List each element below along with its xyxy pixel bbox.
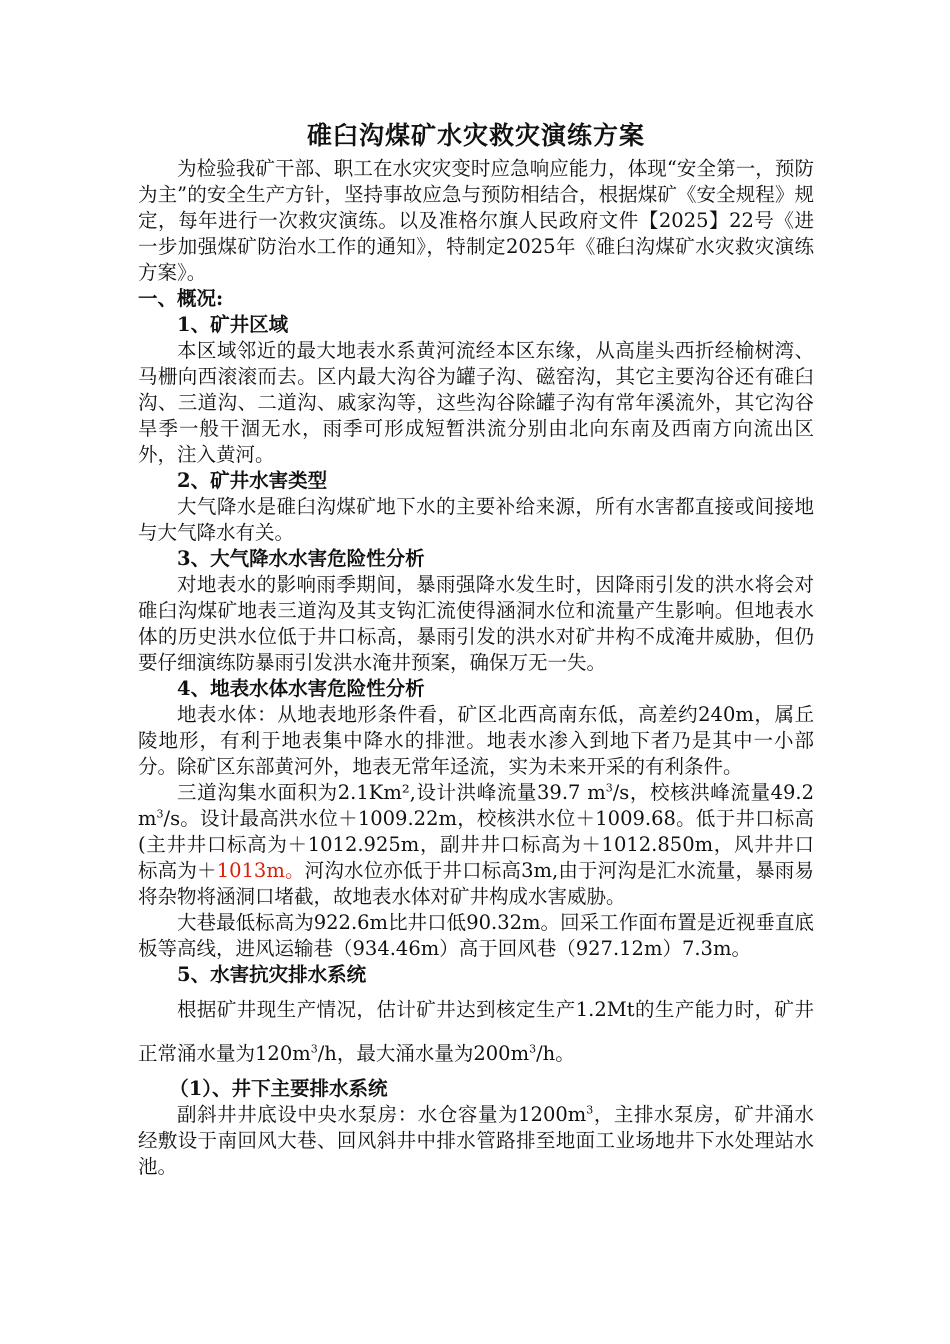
paragraph-water-inflow: 根据矿井现生产情况，估计矿井达到核定生产1.2Mt的生产能力时，矿井正常涌水量为$120m^3/h$，最大涌水量为$200m^3/h$。 bbox=[138, 998, 814, 1065]
heading-drainage-system: 5、水害抗灾排水系统 bbox=[177, 963, 367, 986]
paragraph-roadway-elevation: 大巷最低标高为922.6m比井口低90.32m。回采工作面布置是近视垂直底板等高线，进风运输巷（934.46m）高于回风巷（927.12m）7.3m。 bbox=[138, 911, 814, 960]
highlighted-elevation: 1013m。 bbox=[216, 859, 305, 882]
section-heading-overview: 一、概况: bbox=[138, 287, 224, 310]
intro-paragraph: 为检验我矿干部、职工在水灾灾变时应急响应能力，体现“安全第一，预防为主”的安全生产方针，坚持事故应急与预防相结合，根据煤矿《安全规程》规定，每年进行一次救灾演练。以及准格尔旗人民政府文件【2025】22号《进一步加强煤矿防治水工作的通知》，特制定2025年《碓臼沟煤矿水灾救灾演练方案》。 bbox=[138, 157, 814, 284]
paragraph-mine-area: 本区域邻近的最大地表水系黄河流经本区东缘，从高崖头西折经榆树湾、马栅向西滚滚而去。区内最大沟谷为罐子沟、磁窑沟，其它主要沟谷还有碓臼沟、三道沟、二道沟、戚家沟等，这些沟谷除罐子沟有常年溪流外，其它沟谷旱季一般干涸无水，雨季可形成短暂洪流分别由北向东南及西南方向流出区外，注入黄河。 bbox=[138, 339, 814, 466]
paragraph-underground-drainage: 副斜井井底设中央水泵房：水仓容量为$1200m^3$，主排水泵房，矿井涌水经敷设于南回风大巷、回风斜井中排水管路排至地面工业场地井下水处理站水池。 bbox=[138, 1103, 814, 1178]
paragraph-precipitation-risk: 对地表水的影响雨季期间，暴雨强降水发生时，因降雨引发的洪水将会对碓臼沟煤矿地表三道沟及其支钩汇流使得涵洞水位和流量产生影响。但地表水体的历史洪水位低于井口标高，暴雨引发的洪水对矿井构不成淹井威胁，但仍要仔细演练防暴雨引发洪水淹井预案，确保万无一失。 bbox=[138, 573, 814, 674]
paragraph-surface-water-risk: 地表水体：从地表地形条件看，矿区北西高南东低，高差约240m，属丘陵地形，有利于地表集中降水的排泄。地表水渗入到地下者乃是其中一小部分。除矿区东部黄河外，地表无常年迳流，实为未来开采的有利条件。 bbox=[138, 703, 814, 778]
heading-mine-area: 1、矿井区域 bbox=[177, 313, 289, 336]
paragraph-sandaogou-flood: 三道沟集水面积为2.1Km²,设计洪峰流量39.7 $m^3/s$，校核洪峰流量49.2 $m^3/s$。设计最高洪水位＋1009.22m，校核洪水位＋1009.68。低于井口标高(主井井口标高为＋1012.925m，副井井口标高为＋1012.850m，风井井口标高为＋1013m。河沟水位亦低于井口标高3m,由于河沟是汇水流量，暴雨易将杂物将涵洞口堵截，故地表水体对矿井构成水害威胁。 bbox=[138, 781, 814, 908]
heading-water-hazard-type: 2、矿井水害类型 bbox=[177, 469, 328, 492]
paragraph-water-hazard-type: 大气降水是碓臼沟煤矿地下水的主要补给来源，所有水害都直接或间接地与大气降水有关。 bbox=[138, 495, 814, 544]
heading-precipitation-risk: 3、大气降水水害危险性分析 bbox=[177, 547, 425, 570]
heading-underground-drainage: （1）、井下主要排水系统 bbox=[169, 1077, 388, 1100]
heading-surface-water-risk: 4、地表水体水害危险性分析 bbox=[177, 677, 425, 700]
document-page bbox=[138, 118, 814, 1180]
document-title: 碓臼沟煤矿水灾救灾演练方案 bbox=[306, 121, 645, 150]
